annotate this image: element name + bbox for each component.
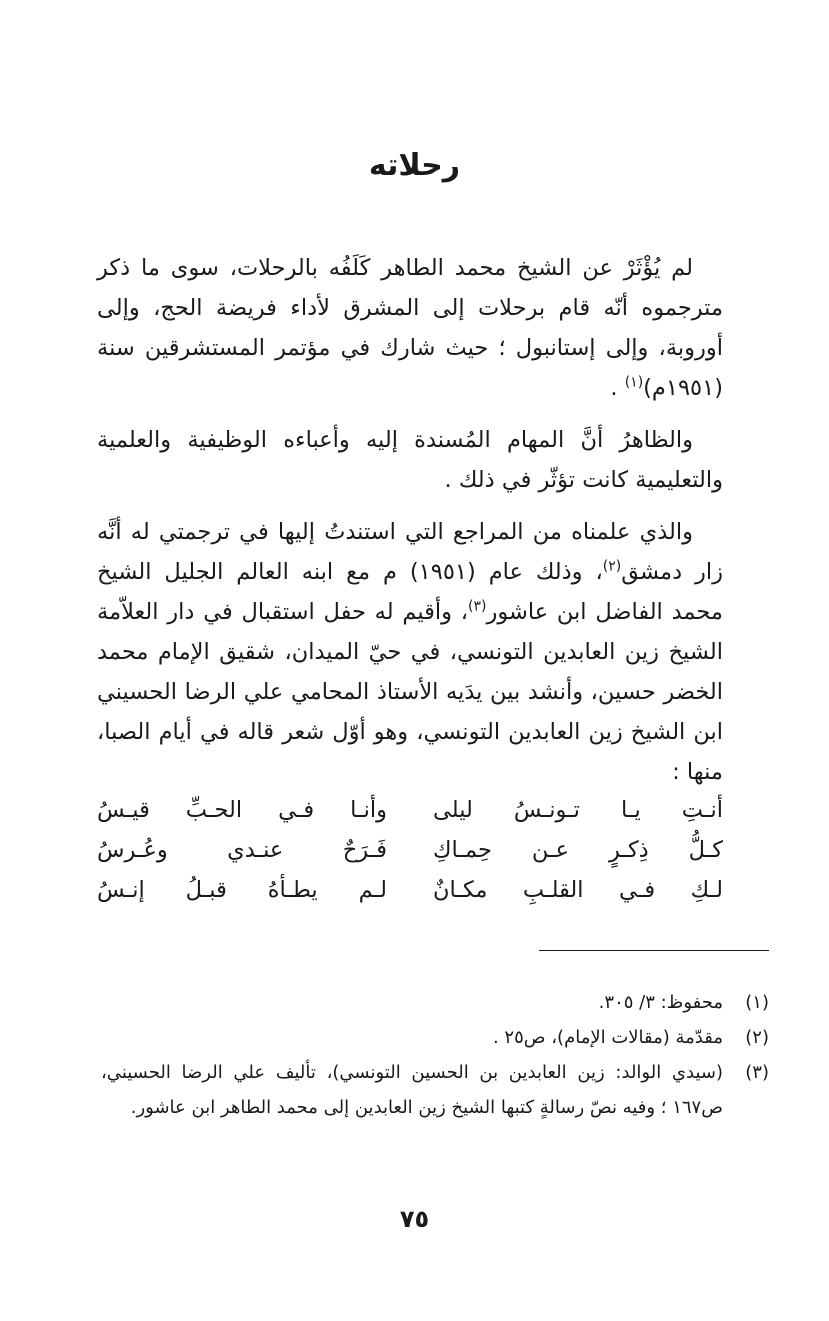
poem-second-hemistich: فَـرَحٌ عنـدي وعُـرسُ: [97, 837, 387, 863]
page-number: ٧٥: [399, 1205, 430, 1233]
footnote-number: (١): [745, 992, 769, 1013]
poem-second-hemistich: وأنـا فـي الحـبِّ قيـسُ: [97, 797, 387, 823]
footnote-marker: (٣): [468, 598, 487, 615]
poem: [97, 790, 723, 910]
paragraph-text: .: [610, 375, 625, 401]
paragraph-1: [97, 248, 723, 408]
poem-verse: [97, 870, 723, 910]
poem-first-hemistich: كـلُّ ذِكـرٍ عـن حِمـاكِ: [433, 837, 723, 863]
poem-first-hemistich: لـكِ فـي القلـبِ مكـانٌ: [433, 877, 723, 903]
footnote-separator: [539, 950, 769, 951]
footnote-3: [101, 1055, 769, 1125]
footnote-marker: (٢): [602, 558, 622, 575]
page-title: رحلاته: [368, 148, 461, 183]
footnote-text: مقدّمة (مقالات الإمام)، ص٢٥ .: [492, 1027, 723, 1048]
paragraph-text: والذي علمناه من المراجع التي استندتُ إليها في ترجمتي له أنَّه زار دمشق: [97, 519, 723, 585]
poem-verse: [97, 790, 723, 830]
body-text: [97, 248, 723, 804]
footnote-text: محفوظ: ٣/ ٣٠٥.: [598, 992, 723, 1013]
poem-verse: [97, 830, 723, 870]
poem-second-hemistich: لـم يطـأهُ قبـلُ إنـسُ: [97, 877, 387, 903]
footnote-marker: (١): [624, 374, 644, 391]
paragraph-text: والظاهرُ أنَّ المهام المُسندة إليه وأعباءه الوظيفية والعلمية والتعليمية كانت تؤثّر في ذلك .: [97, 427, 723, 493]
paragraph-text: ، وأقيم له حفل استقبال في دار العلاّمة الشيخ زين العابدين التونسي، في حيّ الميدان، شقيق الإمام محمد الخضر حسين، وأنشد بين يدَيه الأستاذ المحامي علي الرضا الحسيني ابن الشيخ زين العابدين التونسي، وهو أوّل شعر قاله في أيام الصبا، منها :: [97, 599, 723, 785]
footnote-2: [101, 1020, 769, 1055]
footnotes: [101, 985, 769, 1125]
paragraph-text: لم يُؤْثَرْ عن الشيخ محمد الطاهر كَلَفُه بالرحلات، سوى ما ذكر مترجموه أنّه قام برحلات إلى المشرق لأداء فريضة الحج، وإلى أوروبة، وإلى إستانبول ؛ حيث شارك في مؤتمر المستشرقين سنة (١٩٥١م): [97, 255, 723, 401]
footnote-1: [101, 985, 769, 1020]
paragraph-text: ، وذلك عام (١٩٥١) م مع ابنه العالم الجليل الشيخ محمد الفاضل ابن عاشور: [97, 559, 723, 625]
footnote-number: (٣): [745, 1062, 769, 1083]
paragraph-3: [97, 512, 723, 792]
paragraph-2: [97, 420, 723, 500]
footnote-number: (٢): [745, 1027, 769, 1048]
poem-first-hemistich: أنـتِ يـا تـونـسُ ليلى: [433, 797, 723, 823]
footnote-text: (سيدي الوالد: زين العابدين بن الحسين التونسي)، تأليف علي الرضا الحسيني، ص١٦٧ ؛ وفيه نصّ رسالةٍ كتبها الشيخ زين العابدين إلى محمد الطاهر ابن عاشور.: [101, 1062, 723, 1118]
